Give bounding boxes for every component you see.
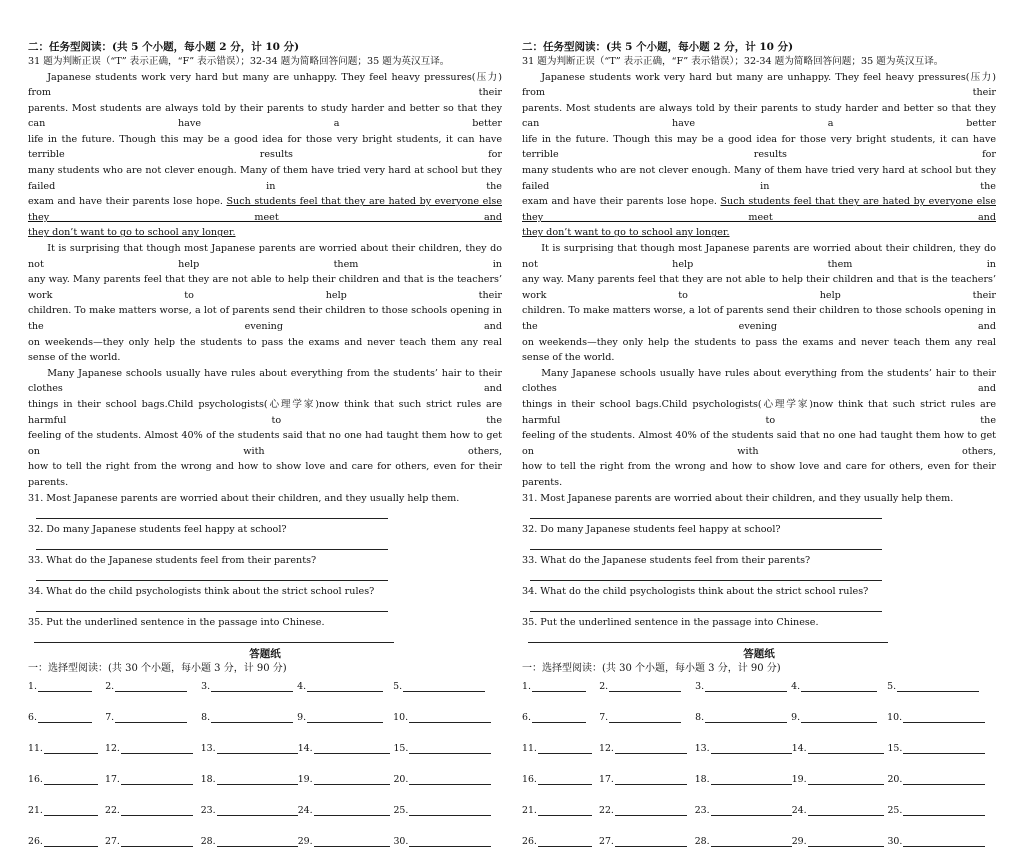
answer-blank[interactable] (314, 774, 390, 785)
answer-cell (599, 743, 695, 754)
answer-cell (522, 681, 599, 692)
answer-blank[interactable] (538, 805, 592, 816)
answer-cell (28, 805, 105, 816)
answer-blank[interactable] (711, 743, 792, 754)
answer-cell (28, 836, 105, 847)
answer-blank[interactable] (409, 743, 491, 754)
answer-number: 26. (28, 836, 43, 848)
answer-blank[interactable] (211, 681, 293, 692)
answer-cell (522, 743, 599, 754)
passage-line: how to tell the right from the wrong and how to show love and care for others, even for their parents. (522, 461, 996, 488)
answer-number: 30. (393, 836, 409, 848)
answer-cell (791, 712, 887, 723)
answer-line-32[interactable] (28, 537, 502, 553)
underlined-sentence: Such students feel that they are hated by everyone else they meet and (522, 196, 996, 223)
answer-number: 14. (297, 742, 313, 754)
answer-blank[interactable] (903, 805, 985, 816)
passage-line: children. To make matters worse, a lot of parents send their children to those schools opening in the evening and (522, 305, 996, 332)
answer-cell (599, 836, 695, 847)
answer-blank[interactable] (615, 836, 687, 847)
answer-cell (298, 743, 394, 754)
passage-line: children. To make matters worse, a lot of parents send their children to those schools opening in the evening and (28, 305, 502, 332)
answer-number: 9. (791, 711, 801, 723)
answer-blank[interactable] (897, 681, 979, 692)
question-35: 35. Put the underlined sentence in the passage into Chinese. (28, 616, 325, 628)
answer-number: 23. (200, 805, 216, 817)
answer-cell (695, 712, 791, 723)
answer-number: 17. (104, 774, 120, 786)
answer-blank[interactable] (38, 681, 92, 692)
answer-cell (105, 681, 201, 692)
question-34: 34. What do the child psychologists think about the strict school rules? (28, 585, 375, 597)
answer-cell (393, 712, 502, 723)
answer-blank[interactable] (808, 805, 884, 816)
answer-cell (201, 743, 298, 754)
answer-number: 21. (28, 805, 43, 817)
answer-row (522, 707, 996, 738)
answer-blank[interactable] (532, 681, 586, 692)
answer-cell (599, 712, 695, 723)
answer-cell (28, 681, 105, 692)
answer-blank[interactable] (903, 774, 985, 785)
answer-cell (105, 805, 201, 816)
answer-number: 22. (598, 805, 614, 817)
answer-line-31[interactable] (28, 506, 502, 522)
answer-number: 12. (104, 742, 120, 754)
answer-line-35[interactable] (522, 630, 996, 646)
answer-number: 9. (297, 711, 307, 723)
answer-number: 17. (598, 774, 614, 786)
answer-number: 2. (599, 680, 609, 692)
passage (522, 70, 996, 491)
answer-cell (298, 836, 394, 847)
answer-blank[interactable] (211, 712, 293, 723)
answer-blank[interactable] (44, 743, 98, 754)
answer-line-35[interactable] (28, 630, 502, 646)
answer-number: 14. (791, 742, 807, 754)
answer-blank[interactable] (801, 681, 877, 692)
answer-cell (298, 774, 394, 785)
question-31: 31. Most Japanese parents are worried about their children, and they usually help them. (28, 492, 460, 504)
answer-blank[interactable] (711, 836, 792, 847)
answer-cell (201, 836, 298, 847)
answer-cell (297, 681, 393, 692)
answer-number: 3. (201, 680, 211, 692)
answer-number: 24. (297, 805, 313, 817)
answer-row (522, 676, 996, 707)
page-left (28, 40, 502, 863)
answer-blank[interactable] (903, 743, 985, 754)
passage-line: any way. Many parents feel that they are not able to help their children and that is the teachers’ work to help their (522, 274, 996, 301)
passage-line (522, 225, 996, 241)
passage-line: It is surprising that though most Japanese parents are worried about their children, they do not help them in (28, 243, 502, 270)
answer-number: 4. (297, 680, 307, 692)
answer-cell (393, 805, 502, 816)
answer-number: 6. (522, 711, 531, 723)
answer-blank[interactable] (903, 712, 985, 723)
answer-blank[interactable] (217, 805, 298, 816)
answer-cell (887, 712, 996, 723)
answer-blank[interactable] (44, 774, 98, 785)
answer-cell (887, 805, 996, 816)
answer-line-32[interactable] (522, 537, 996, 553)
question-32: 32. Do many Japanese students feel happy at school? (522, 523, 781, 535)
answer-number: 15. (887, 742, 903, 754)
answer-cell (792, 805, 888, 816)
answer-blank[interactable] (801, 712, 877, 723)
page-right (522, 40, 996, 863)
answer-number: 25. (887, 805, 903, 817)
passage-line: feeling of the students. Almost 40% of the students said that no one had taught them how to get on with others, (28, 430, 502, 457)
answer-cell (297, 712, 393, 723)
answer-blank[interactable] (38, 712, 92, 723)
answer-blank[interactable] (615, 743, 687, 754)
answer-cell (695, 774, 792, 785)
passage-line: things in their school bags.Child psychologists(心理学家)now think that such strict rules are harmful to the (522, 398, 996, 426)
passage-line: on weekends—they only help the students to pass the exams and never teach them any real sense of the world. (28, 336, 502, 364)
answer-blank[interactable] (808, 836, 884, 847)
answer-cell (201, 681, 297, 692)
question-34: 34. What do the child psychologists think about the strict school rules? (522, 585, 869, 597)
answer-sheet-subheading: 一：选择型阅读：(共 30 个小题，每小题 3 分，计 90 分) (522, 662, 781, 674)
passage-line (28, 194, 502, 225)
answer-cell (28, 743, 105, 754)
answer-blank[interactable] (808, 743, 884, 754)
passage-line: how to tell the right from the wrong and how to show love and care for others, even for their parents. (28, 461, 502, 488)
answer-sheet-subheading: 一：选择型阅读：(共 30 个小题，每小题 3 分，计 90 分) (28, 662, 287, 674)
answer-blank[interactable] (217, 774, 298, 785)
answer-number: 1. (522, 680, 531, 692)
answer-number: 27. (104, 836, 120, 848)
answer-cell (393, 774, 502, 785)
answer-number: 13. (694, 742, 710, 754)
answer-blank[interactable] (903, 836, 985, 847)
answer-row (28, 769, 502, 800)
answer-blank[interactable] (44, 805, 98, 816)
answer-blank[interactable] (121, 805, 193, 816)
answer-line-33[interactable] (522, 568, 996, 584)
underlined-sentence: they don’t want to go to school any longer. (28, 227, 236, 239)
passage-line: Many Japanese schools usually have rules about everything from the students’ hair to their clothes and (522, 367, 996, 395)
answer-number: 10. (393, 711, 409, 723)
answer-number: 2. (105, 680, 115, 692)
answer-cell (791, 681, 887, 692)
answer-blank[interactable] (532, 712, 586, 723)
answer-blank[interactable] (314, 805, 390, 816)
answer-cell (792, 743, 888, 754)
answer-row (522, 769, 996, 800)
instructions: 31 题为判断正误（“T” 表示正确，“F” 表示错误）；32-34 题为简略回答问题；35 题为英汉互译。 (28, 56, 450, 67)
passage-line (522, 194, 996, 225)
answer-sheet-title: 答题纸 (743, 647, 775, 660)
answer-cell (887, 681, 996, 692)
answer-blank[interactable] (409, 805, 491, 816)
answer-number: 18. (200, 774, 216, 786)
answer-blank[interactable] (115, 681, 187, 692)
answer-number: 1. (28, 680, 37, 692)
answer-number: 30. (887, 836, 903, 848)
answer-blank[interactable] (705, 681, 787, 692)
passage-line: Many Japanese schools usually have rules about everything from the students’ hair to their clothes and (28, 367, 502, 395)
passage-line: many students who are not clever enough. Many of them have tried very hard at school but they failed in the (28, 165, 502, 192)
answer-cell (695, 743, 792, 754)
answer-cell (522, 805, 599, 816)
answer-row (28, 676, 502, 707)
answer-number: 8. (695, 711, 705, 723)
answer-row (522, 800, 996, 831)
answer-number: 20. (887, 774, 903, 786)
answer-cell (201, 774, 298, 785)
underlined-sentence: Such students feel that they are hated by everyone else they meet and (28, 196, 502, 223)
answer-number: 29. (791, 836, 807, 848)
answer-blank[interactable] (808, 774, 884, 785)
passage-line: Japanese students work very hard but many are unhappy. They feel heavy pressures(压力) from their (522, 71, 996, 99)
answer-blank[interactable] (217, 743, 298, 754)
question-33: 33. What do the Japanese students feel from their parents? (28, 554, 317, 566)
answer-number: 25. (393, 805, 409, 817)
answer-row (28, 800, 502, 831)
answer-line-33[interactable] (28, 568, 502, 584)
answer-blank[interactable] (307, 681, 383, 692)
passage-line: It is surprising that though most Japanese parents are worried about their children, they do not help them in (522, 243, 996, 270)
answer-cell (28, 712, 105, 723)
answer-number: 5. (393, 680, 403, 692)
answer-row (28, 738, 502, 769)
answer-cell (393, 836, 502, 847)
answer-blank[interactable] (705, 712, 787, 723)
answer-number: 5. (887, 680, 897, 692)
answer-blank[interactable] (409, 712, 491, 723)
answer-number: 27. (598, 836, 614, 848)
answer-blank[interactable] (409, 836, 491, 847)
answer-cell (393, 681, 502, 692)
answer-blank[interactable] (403, 681, 485, 692)
answer-cell (201, 805, 298, 816)
answer-cell (695, 681, 791, 692)
answer-cell (201, 712, 297, 723)
question-32: 32. Do many Japanese students feel happy at school? (28, 523, 287, 535)
passage-text: exam and have their parents lose hope. (522, 196, 721, 208)
answer-blank[interactable] (609, 681, 681, 692)
answer-blank[interactable] (711, 774, 792, 785)
answer-number: 18. (694, 774, 710, 786)
underlined-sentence: they don’t want to go to school any longer. (522, 227, 730, 239)
answer-number: 7. (105, 711, 115, 723)
answer-row (522, 738, 996, 769)
answer-number: 19. (791, 774, 807, 786)
answer-number: 13. (200, 742, 216, 754)
answer-grid (522, 676, 996, 863)
answer-cell (599, 774, 695, 785)
answer-cell (887, 743, 996, 754)
answer-blank[interactable] (115, 712, 187, 723)
question-31: 31. Most Japanese parents are worried about their children, and they usually help them. (522, 492, 954, 504)
answer-number: 28. (200, 836, 216, 848)
answer-blank[interactable] (307, 712, 383, 723)
passage-line: many students who are not clever enough. Many of them have tried very hard at school but they failed in the (522, 165, 996, 192)
answer-line-34[interactable] (522, 599, 996, 615)
answer-row (522, 831, 996, 862)
answer-sheet-title: 答题纸 (249, 647, 281, 660)
answer-blank[interactable] (409, 774, 491, 785)
answer-cell (105, 712, 201, 723)
section-heading: 二：任务型阅读：(共 5 个小题，每小题 2 分，计 10 分) (28, 41, 300, 53)
passage-line: things in their school bags.Child psychologists(心理学家)now think that such strict rules are harmful to the (28, 398, 502, 426)
passage-line: Japanese students work very hard but many are unhappy. They feel heavy pressures(压力) from their (28, 71, 502, 99)
answer-number: 11. (28, 742, 43, 754)
answer-number: 16. (522, 774, 537, 786)
answer-blank[interactable] (615, 805, 687, 816)
passage-line: life in the future. Though this may be a good idea for those very bright students, it can have terrible results for (522, 133, 996, 161)
answer-cell (695, 836, 792, 847)
answer-blank[interactable] (314, 836, 390, 847)
passage-line: parents. Most students are always told by their parents to study harder and better so that they can have a better (522, 102, 996, 130)
answer-cell (105, 774, 201, 785)
answer-number: 16. (28, 774, 43, 786)
passage-line: on weekends—they only help the students to pass the exams and never teach them any real sense of the world. (522, 336, 996, 364)
answer-cell (522, 836, 599, 847)
answer-blank[interactable] (538, 836, 592, 847)
question-35: 35. Put the underlined sentence in the passage into Chinese. (522, 616, 819, 628)
answer-cell (522, 712, 599, 723)
question-33: 33. What do the Japanese students feel from their parents? (522, 554, 811, 566)
answer-row (28, 831, 502, 862)
answer-number: 24. (791, 805, 807, 817)
answer-blank[interactable] (314, 743, 390, 754)
answer-blank[interactable] (121, 774, 193, 785)
answer-number: 29. (297, 836, 313, 848)
answer-number: 21. (522, 805, 537, 817)
instructions: 31 题为判断正误（“T” 表示正确，“F” 表示错误）；32-34 题为简略回答问题；35 题为英汉互译。 (522, 56, 944, 67)
answer-number: 23. (694, 805, 710, 817)
answer-cell (792, 774, 888, 785)
answer-cell (887, 836, 996, 847)
answer-cell (393, 743, 502, 754)
answer-cell (522, 774, 599, 785)
answer-number: 20. (393, 774, 409, 786)
passage-line: parents. Most students are always told by their parents to study harder and better so that they can have a better (28, 102, 502, 130)
answer-number: 22. (104, 805, 120, 817)
passage-line: any way. Many parents feel that they are not able to help their children and that is the teachers’ work to help their (28, 274, 502, 301)
answer-number: 11. (522, 742, 537, 754)
answer-line-31[interactable] (522, 506, 996, 522)
answer-blank[interactable] (711, 805, 792, 816)
passage-line: life in the future. Though this may be a good idea for those very bright students, it can have terrible results for (28, 133, 502, 161)
passage-line: feeling of the students. Almost 40% of the students said that no one had taught them how to get on with others, (522, 430, 996, 457)
answer-blank[interactable] (609, 712, 681, 723)
answer-blank[interactable] (538, 774, 592, 785)
answer-cell (599, 681, 695, 692)
answer-number: 15. (393, 742, 409, 754)
answer-number: 10. (887, 711, 903, 723)
answer-row (28, 707, 502, 738)
passage-line (28, 225, 502, 241)
section-heading: 二：任务型阅读：(共 5 个小题，每小题 2 分，计 10 分) (522, 41, 794, 53)
answer-number: 3. (695, 680, 705, 692)
answer-number: 6. (28, 711, 37, 723)
answer-cell (599, 805, 695, 816)
answer-cell (792, 836, 888, 847)
answer-number: 28. (694, 836, 710, 848)
answer-number: 4. (791, 680, 801, 692)
passage (28, 70, 502, 491)
answer-cell (105, 743, 201, 754)
answer-line-34[interactable] (28, 599, 502, 615)
answer-cell (298, 805, 394, 816)
answer-cell (28, 774, 105, 785)
answer-cell (695, 805, 792, 816)
passage-text: exam and have their parents lose hope. (28, 196, 227, 208)
answer-blank[interactable] (538, 743, 592, 754)
answer-number: 12. (598, 742, 614, 754)
answer-blank[interactable] (615, 774, 687, 785)
answer-blank[interactable] (121, 836, 193, 847)
answer-blank[interactable] (44, 836, 98, 847)
answer-number: 19. (297, 774, 313, 786)
answer-number: 7. (599, 711, 609, 723)
answer-cell (105, 836, 201, 847)
answer-number: 26. (522, 836, 537, 848)
answer-grid (28, 676, 502, 863)
answer-number: 8. (201, 711, 211, 723)
answer-blank[interactable] (121, 743, 193, 754)
answer-blank[interactable] (217, 836, 298, 847)
answer-cell (887, 774, 996, 785)
